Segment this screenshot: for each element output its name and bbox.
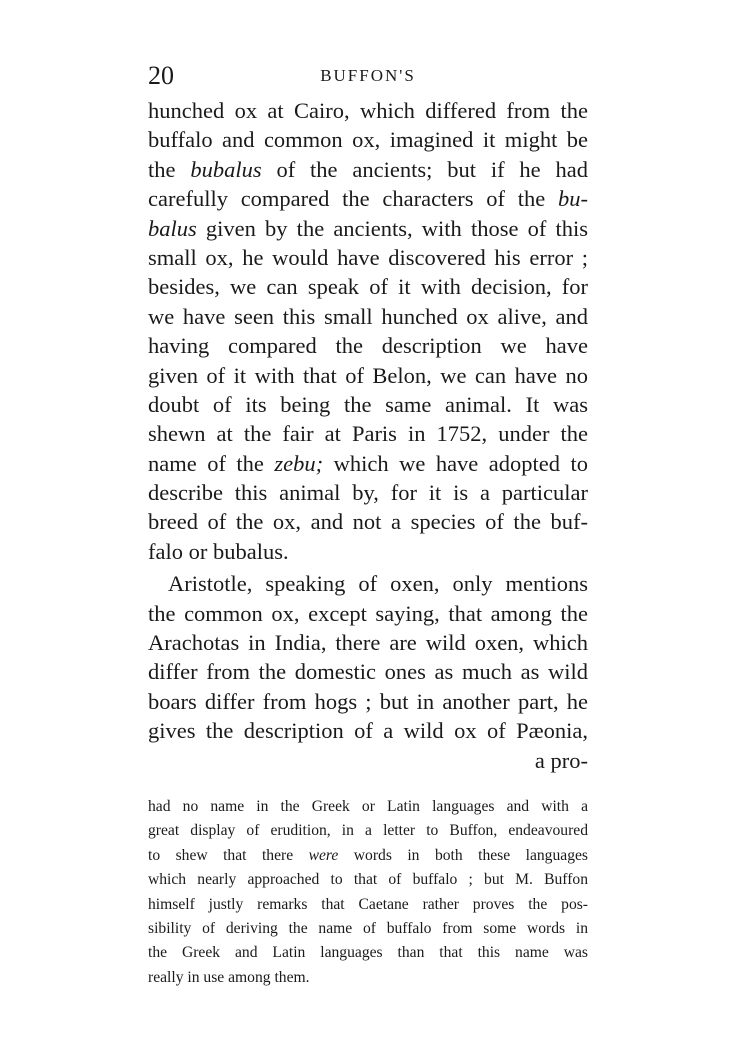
footnote-line: had no name in the Greek or Latin languages and with a [148,798,588,815]
footnote-line: which nearly approached to that of buffalo ; but M. Buffon [148,871,588,889]
text-line: having compared the description we have [148,333,588,359]
text-line: given of it with that of Belon, we can have no [148,362,588,388]
text-line: Aristotle, speaking of oxen, only mentions [168,571,588,597]
catchword: a pro- [534,747,588,773]
text-line: falo or bubalus. [148,538,289,564]
footnote-line: really in use among them. [148,968,310,986]
text-line: Arachotas in India, there are wild oxen, which [148,630,588,656]
footnote-line: sibility of deriving the name of buffalo from some words in [148,919,588,937]
text-line: doubt of its being the same animal. It was [148,391,588,417]
footnote [148,795,588,990]
text-line: breed of the ox, and not a species of the buf- [148,509,588,535]
footnote-line: himself justly remarks that Caetane rather proves the pos- [148,895,588,913]
running-head: BUFFON'S [320,66,416,85]
text-line: gives the description of a wild ox of Pæonia, [148,718,588,744]
text-line: buffalo and common ox, imagined it might be [148,127,588,153]
footnote-line: to shew that there were words in both these languages [148,846,588,864]
footnote-line: the Greek and Latin languages than that this name was [148,944,588,962]
footnote-line: great display of erudition, in a letter to Buffon, endeavoured [148,822,588,840]
text-line: the common ox, except saying, that among the [148,600,588,626]
page-header [148,58,588,94]
text-line: differ from the domestic ones as much as wild [148,659,588,685]
text-line: carefully compared the characters of the bu- [148,186,588,212]
text-line: boars differ from hogs ; but in another part, he [148,688,588,714]
text-line: the bubalus of the ancients; but if he had [148,156,588,182]
text-line: balus given by the ancients, with those of this [148,215,588,241]
page-number: 20 [148,61,174,90]
text-line: describe this animal by, for it is a particular [148,480,588,506]
text-line: name of the zebu; which we have adopted to [148,450,588,476]
text-line: we have seen this small hunched ox alive, and [148,303,588,329]
main-text [148,96,588,775]
text-line: besides, we can speak of it with decision, for [148,274,588,300]
text-line: hunched ox at Cairo, which differed from the [148,98,588,123]
text-line: shewn at the fair at Paris in 1752, under the [148,421,588,447]
text-line: small ox, he would have discovered his error ; [148,244,588,270]
